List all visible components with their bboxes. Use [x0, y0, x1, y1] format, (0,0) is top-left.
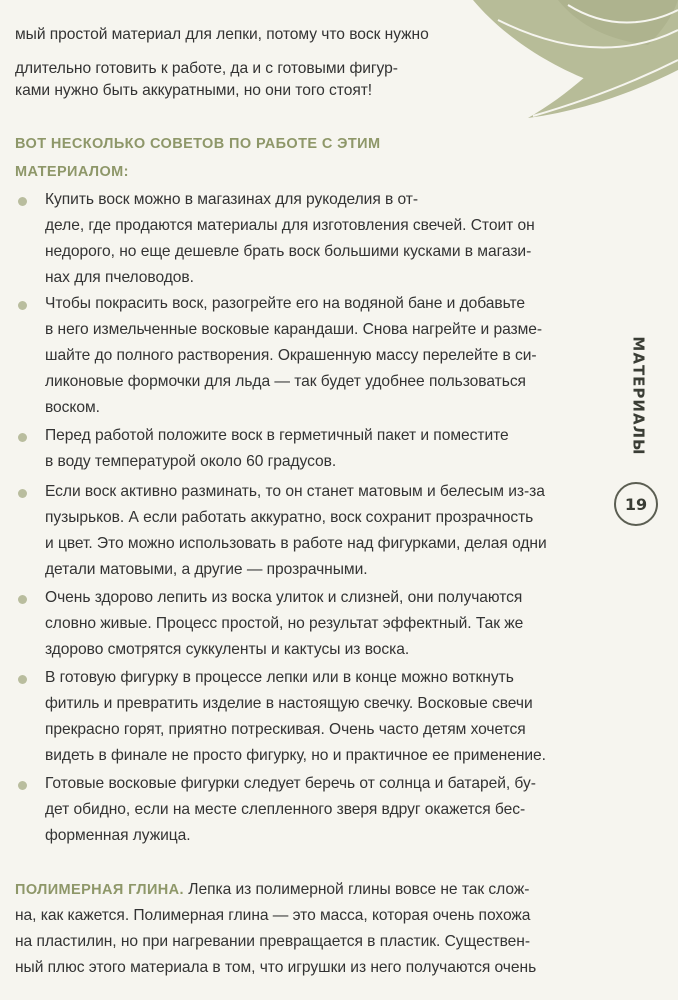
bullet — [18, 781, 27, 790]
page-number: 19 — [614, 482, 658, 526]
tip-2-line: Чтобы покрасить воск, разогрейте его на водяной бане и добавьте — [45, 295, 526, 312]
bullet — [18, 489, 27, 498]
polymer-line: ный плюс этого материала в том, что игрушки из него получаются очень — [15, 959, 537, 976]
leaf-illustration — [438, 0, 678, 120]
bullet — [18, 433, 27, 442]
tip-7-line: Готовые восковые фигурки следует беречь от солнца и батарей, бу- — [45, 775, 536, 792]
side-label-text: МАТЕРИАЛЫ — [630, 336, 649, 456]
tip-2-line: в него измельченные восковые карандаши. Снова нагрейте и разме- — [45, 321, 543, 338]
tip-6-line: фитиль и превратить изделие в настоящую свечку. Восковые свечи — [45, 695, 533, 712]
tip-3-line: в воду температурой около 60 градусов. — [45, 453, 337, 470]
tip-5-line: Очень здорово лепить из воска улиток и слизней, они получаются — [45, 589, 523, 606]
polymer-heading: ПОЛИМЕРНАЯ ГЛИНА. — [15, 882, 184, 898]
tip-4-line: и цвет. Это можно использовать в работе над фигурками, делая одни — [45, 535, 547, 552]
tip-1-line: недорого, но еще дешевле брать воск большими кусками в магази- — [45, 243, 532, 260]
bullet — [18, 595, 27, 604]
polymer-first-line — [15, 877, 529, 903]
intro-line: мый простой материал для лепки, потому что воск нужно — [15, 26, 429, 43]
section-heading: МАТЕРИАЛОМ: — [15, 164, 129, 180]
intro-line: длительно готовить к работе, да и с готовыми фигур- — [15, 60, 398, 77]
bullet — [18, 675, 27, 684]
polymer-text: Лепка из полимерной глины вовсе не так слож- — [183, 881, 530, 898]
tip-2-line: ликоновые формочки для льда — так будет удобнее пользоваться — [45, 373, 526, 390]
tip-1-line: деле, где продаются материалы для изготовления свечей. Стоит он — [45, 217, 535, 234]
tip-2-line: шайте до полного растворения. Окрашенную массу перелейте в си- — [45, 347, 537, 364]
section-heading: ВОТ НЕСКОЛЬКО СОВЕТОВ ПО РАБОТЕ С ЭТИМ — [15, 136, 381, 152]
tip-5-line: здорово смотрятся суккуленты и кактусы из воска. — [45, 641, 410, 658]
tip-4-line: пузырьков. А если работать аккуратно, воск сохранит прозрачность — [45, 509, 534, 526]
polymer-line: на пластилин, но при нагревании превращается в пластик. Существен- — [15, 933, 531, 950]
tip-4-line: детали матовыми, а другие — прозрачными. — [45, 561, 368, 578]
intro-line: ками нужно быть аккуратными, но они того стоят! — [15, 82, 373, 99]
tip-4-line: Если воск активно разминать, то он станет матовым и белесым из-за — [45, 483, 545, 500]
tip-6-line: видеть в финале не просто фигурку, но и практичное ее применение. — [45, 747, 546, 764]
tip-2-line: воском. — [45, 399, 100, 416]
tip-7-line: форменная лужица. — [45, 827, 191, 844]
bullet — [18, 197, 27, 206]
bullet — [18, 301, 27, 310]
tip-1-line: нах для пчеловодов. — [45, 269, 194, 286]
tip-6-line: В готовую фигурку в процессе лепки или в конце можно воткнуть — [45, 669, 514, 686]
tip-5-line: словно живые. Процесс простой, но результат эффектный. Так же — [45, 615, 524, 632]
tip-3-line: Перед работой положите воск в герметичный пакет и поместите — [45, 427, 509, 444]
tip-1-line: Купить воск можно в магазинах для рукоделия в от- — [45, 191, 419, 208]
tip-6-line: прекрасно горят, приятно потрескивая. Очень часто детям хочется — [45, 721, 526, 738]
polymer-line: на, как кажется. Полимерная глина — это масса, которая очень похожа — [15, 907, 531, 924]
tip-7-line: дет обидно, если на месте слепленного зверя вдруг окажется бес- — [45, 801, 526, 818]
section-side-label — [628, 332, 650, 460]
